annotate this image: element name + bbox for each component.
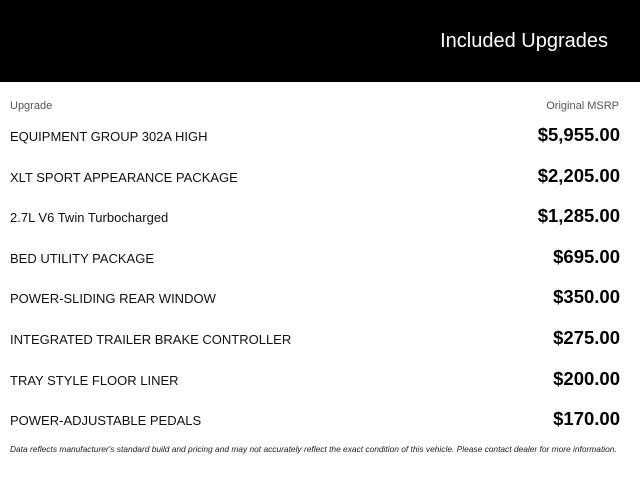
upgrade-price: $170.00 (553, 408, 620, 430)
upgrade-name: POWER-ADJUSTABLE PEDALS (10, 413, 202, 429)
table-row (0, 399, 640, 440)
upgrade-price: $200.00 (553, 367, 620, 389)
upgrade-price: $695.00 (553, 245, 620, 267)
page-title: Included Upgrades (440, 30, 608, 52)
table-row (0, 156, 640, 197)
disclaimer-text: Data reflects manufacturer's standard build and pricing and may not accurately reflect the exact condition of this vehicle. Please contact dealer for more information. (10, 444, 617, 454)
table-row (0, 115, 640, 156)
upgrade-name: POWER-SLIDING REAR WINDOW (10, 291, 216, 307)
upgrade-name: EQUIPMENT GROUP 302A HIGH (10, 129, 208, 144)
upgrade-name: 2.7L V6 Twin Turbocharged (10, 210, 169, 226)
table-row (0, 318, 640, 359)
table-row (0, 277, 640, 318)
upgrade-name: BED UTILITY PACKAGE (10, 250, 155, 266)
table-row (0, 196, 640, 237)
upgrade-price: $1,285.00 (537, 205, 620, 227)
column-header-original-msrp: Original MSRP (546, 100, 619, 112)
table-row (0, 359, 640, 400)
upgrade-price: $275.00 (553, 326, 620, 348)
upgrade-name: XLT SPORT APPEARANCE PACKAGE (10, 169, 238, 185)
upgrade-name: INTEGRATED TRAILER BRAKE CONTROLLER (10, 331, 292, 347)
upgrades-table (0, 115, 640, 440)
column-header-upgrade: Upgrade (10, 100, 53, 112)
upgrade-price: $2,205.00 (537, 164, 620, 186)
header-bar (0, 0, 640, 82)
table-row (0, 237, 640, 278)
upgrade-price: $350.00 (553, 286, 620, 308)
upgrade-price: $5,955.00 (537, 124, 620, 145)
upgrade-name: TRAY STYLE FLOOR LINER (10, 372, 179, 388)
